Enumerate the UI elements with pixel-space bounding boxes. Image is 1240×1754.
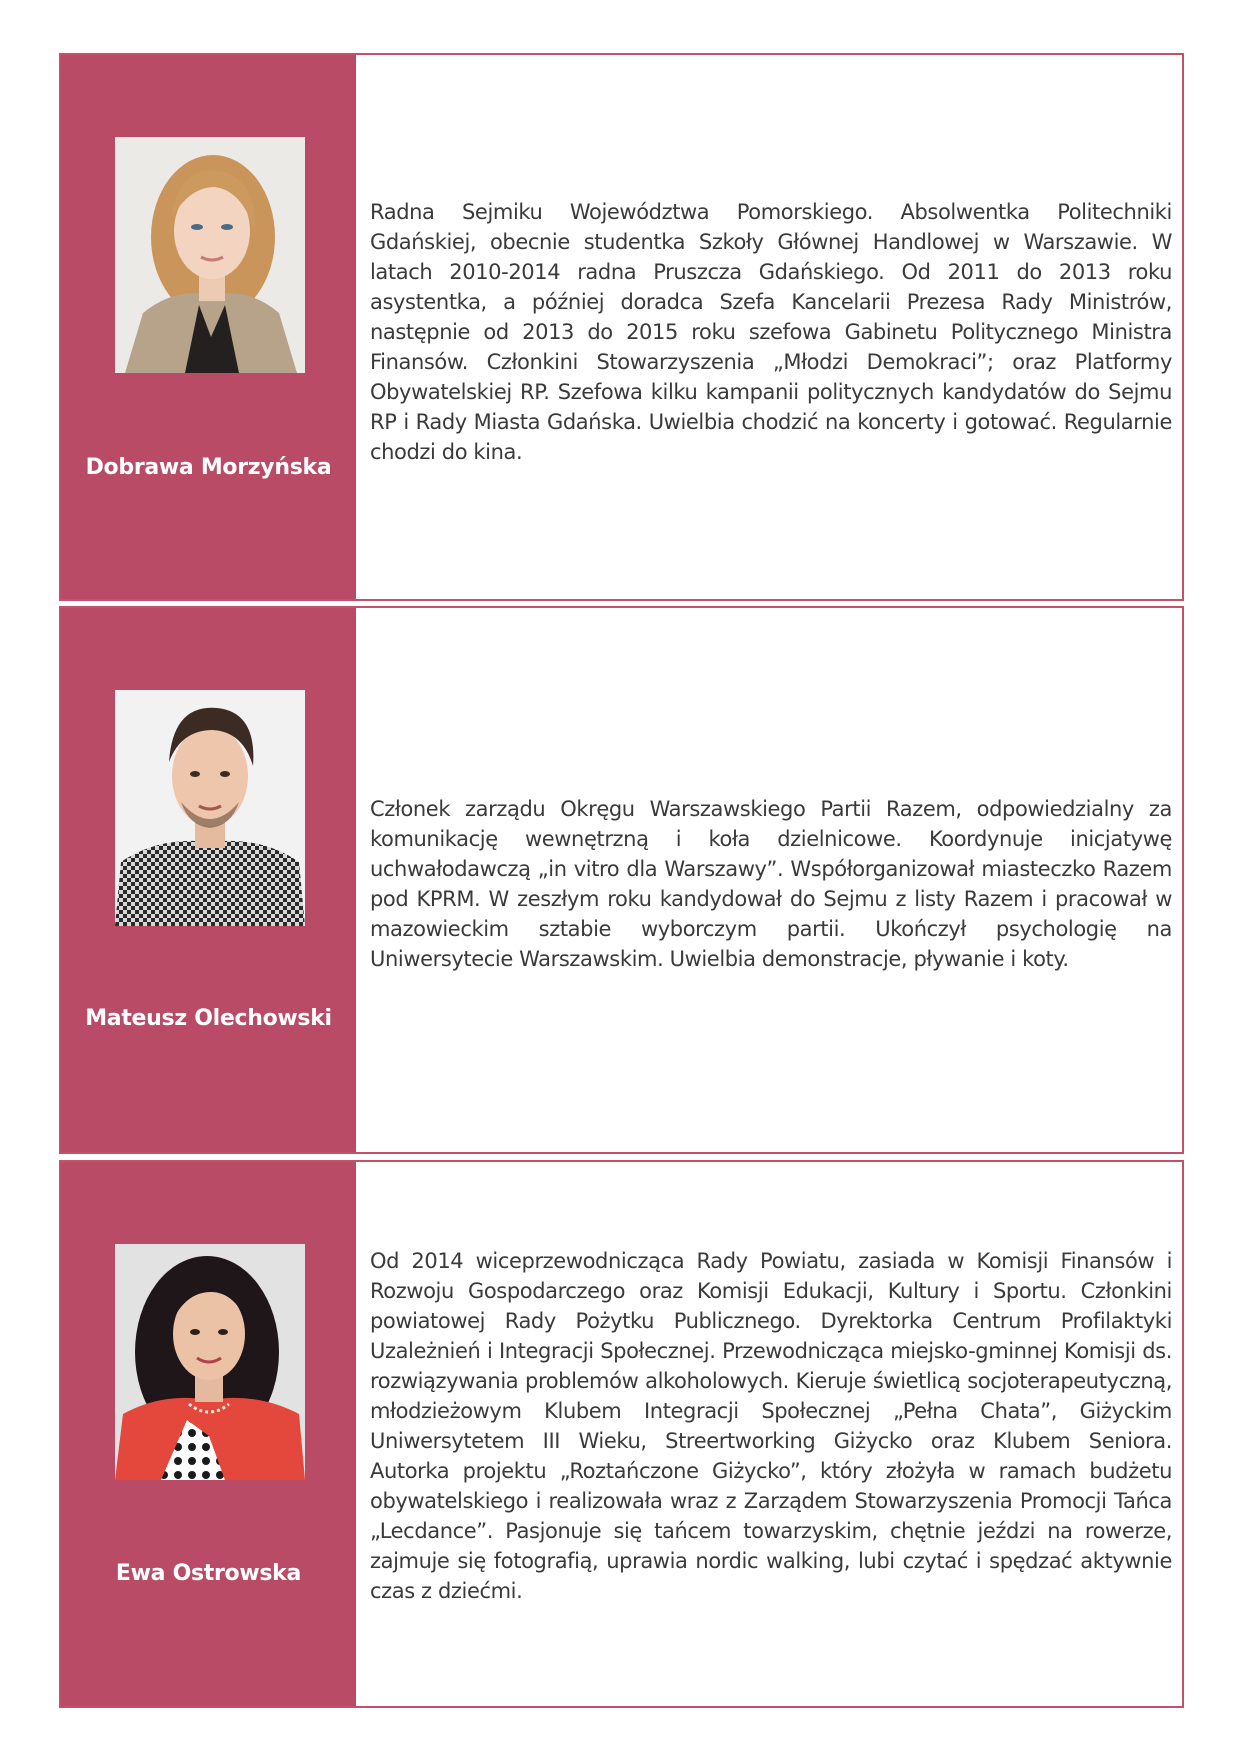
member-name: Ewa Ostrowska bbox=[115, 1561, 302, 1586]
member-name: Mateusz Olechowski bbox=[85, 1006, 332, 1031]
member-bio: Od 2014 wiceprzewodnicząca Rady Powiatu, zasiada w Komisji Finansów i Rozwoju Gospodarczego oraz Komisji Edukacji, Kultury i Sportu. Członkini powiatowej Rady Pożytku Publicznego. Dyrektorka Centrum Profilaktyki Uzależnień i Integracji Społecznej. Przewodnicząca miejsko-gminnej Komisji ds. rozwiązywania problemów alkoholowych. Kieruje świetlicą socjoterapeutyczną, młodzieżowym Klubem Integracji Społecznej „Pełna Chata”, Giżyckim Uniwersytetem III Wieku, Streertworking Giżycko oraz Klubem Seniora. Autorka projektu „Roztańczone Giżycko”, który złożyła w ramach budżetu obywatelskiego i realizowała wraz z Zarządem Stowarzyszenia Promocji Tańca „Lecdance”. Pasjonuje się tańcem towarzyskim, chętnie jeździ na rowerze, zajmuje się fotografią, uprawia nordic walking, lubi czytać i spędzać aktywnie czas z dziećmi. bbox=[370, 1249, 1172, 1603]
member-sidebar bbox=[61, 1162, 356, 1706]
member-bio: Radna Sejmiku Województwa Pomorskiego. Absolwentka Politechniki Gdańskiej, obecnie studentka Szkoły Głównej Handlowej w Warszawie. W latach 2010-2014 radna Pruszcza Gdańskiego. Od 2011 do 2013 roku asystentka, a później doradca Szefa Kancelarii Prezesa Rady Ministrów, następnie od 2013 do 2015 roku szefowa Gabinetu Politycznego Ministra Finansów. Członkini Stowarzyszenia „Młodzi Demokraci”; oraz Platformy Obywatelskiej RP. Szefowa kilku kampanii politycznych kandydatów do Sejmu RP i Rady Miasta Gdańska. Uwielbia chodzić na koncerty i gotować. Regularnie chodzi do kina. bbox=[370, 200, 1172, 464]
member-photo bbox=[115, 690, 305, 926]
member-card bbox=[59, 606, 1184, 1154]
member-sidebar bbox=[61, 608, 356, 1152]
member-photo bbox=[115, 137, 305, 373]
member-sidebar bbox=[61, 55, 356, 599]
member-card bbox=[59, 53, 1184, 601]
member-name: Dobrawa Morzyńska bbox=[85, 455, 332, 480]
member-bio: Członek zarządu Okręgu Warszawskiego Partii Razem, odpowiedzialny za komunikację wewnętrzną i koła dzielnicowe. Koordynuje inicjatywę uchwałodawczą „in vitro dla Warszawy”. Współorganizował miasteczko Razem pod KPRM. W zeszłym roku kandydował do Sejmu z listy Razem i pracował w mazowieckim sztabie wyborczym partii. Ukończył psychologię na Uniwersytecie Warszawskim. Uwielbia demonstracje, pływanie i koty. bbox=[370, 797, 1172, 971]
member-card bbox=[59, 1160, 1184, 1708]
member-photo bbox=[115, 1244, 305, 1480]
